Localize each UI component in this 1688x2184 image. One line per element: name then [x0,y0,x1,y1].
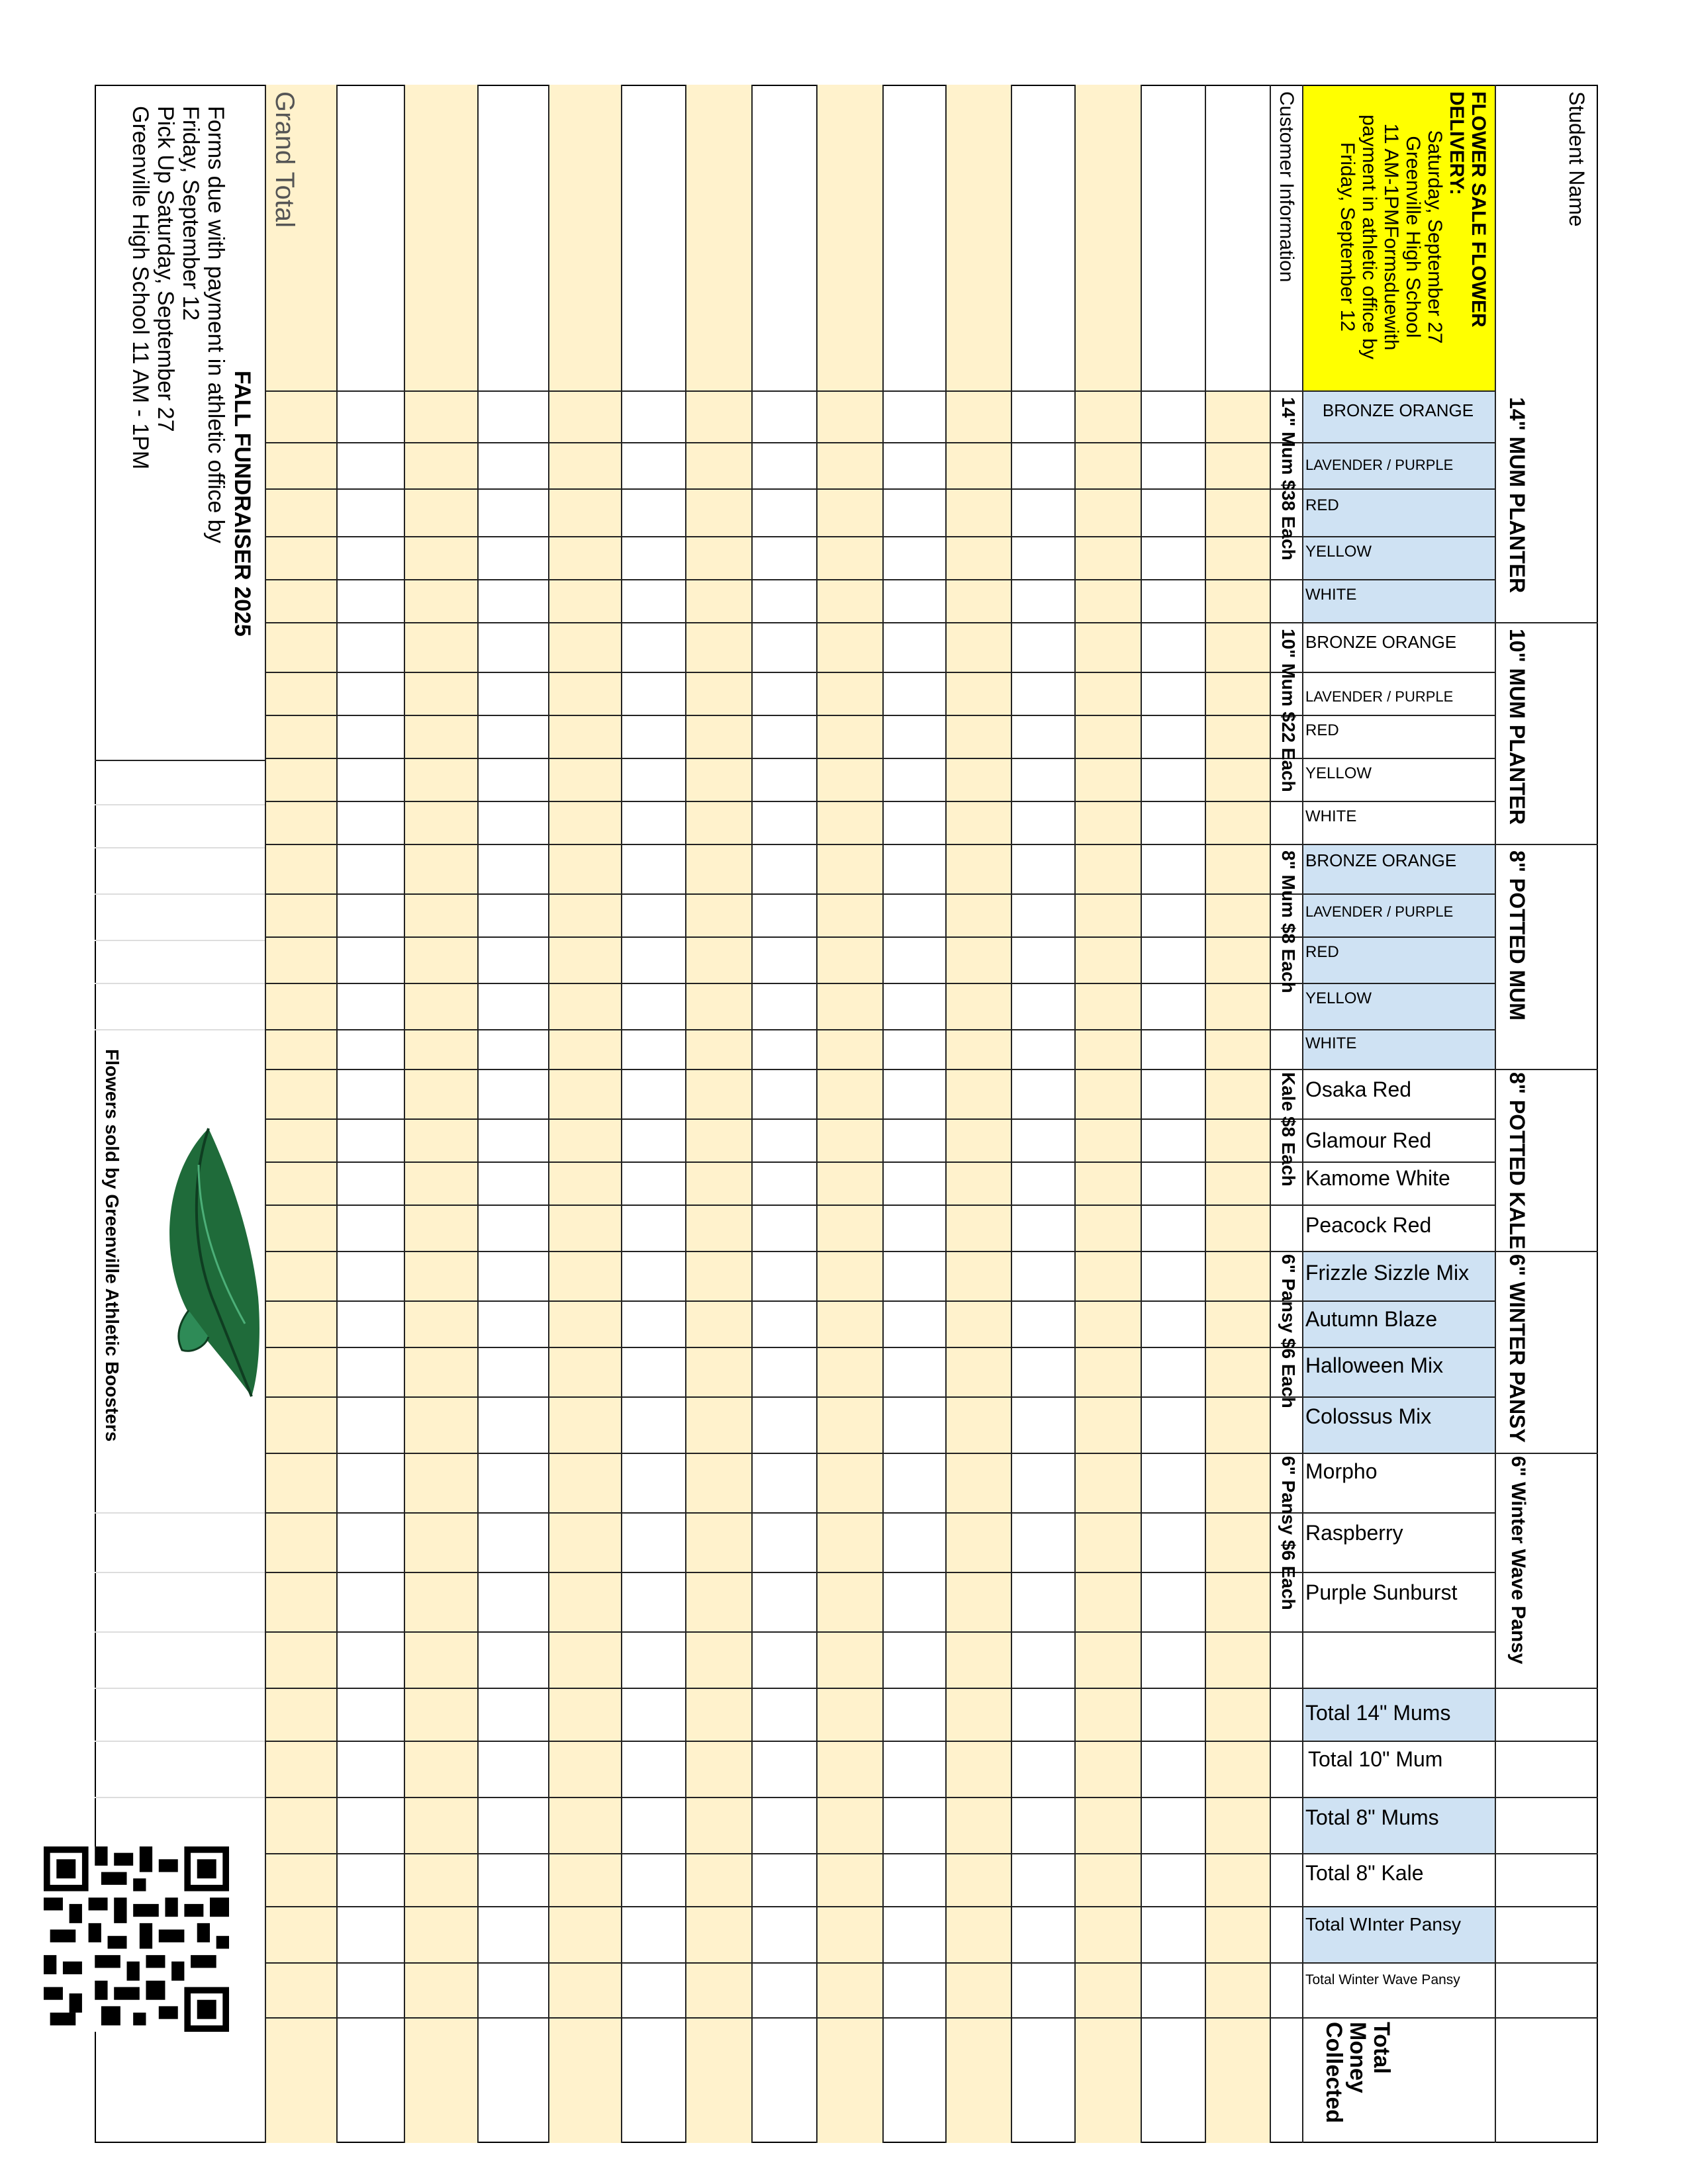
customer-row-band [685,85,751,2143]
price-pansy: 6" Pansy $6 Each [1278,1254,1299,1408]
section-title-10-mum: 10" MUM PLANTER [1505,629,1529,825]
delivery-line: Friday, September 12 [1336,142,1358,332]
section-title-wave-pansy: 6" Winter Wave Pansy [1507,1456,1529,1664]
greenville-logo-icon [152,1125,265,1403]
total-winter-wave-pansy: Total Winter Wave Pansy [1305,1972,1460,1987]
option-10-lavender: LAVENDER / PURPLE [1305,688,1454,705]
section-title-14-mum: 14" MUM PLANTER [1505,397,1529,594]
option-14-yellow: YELLOW [1305,543,1372,561]
sold-by-text: Flowers sold by Greenville Athletic Boosters [102,1049,122,1442]
section-title-8-mum: 8" POTTED MUM [1505,850,1529,1021]
option-kale-osaka: Osaka Red [1305,1077,1412,1101]
delivery-line: Saturday, September 27 [1424,130,1446,344]
option-8-lavender: LAVENDER / PURPLE [1305,903,1454,920]
option-kale-peacock: Peacock Red [1305,1213,1432,1237]
section-title-pansy: 6" WINTER PANSY [1505,1254,1529,1443]
customer-info-label: Customer Information [1276,91,1297,283]
delivery-line: 11 AM-1PMFormsduewith [1380,123,1402,351]
delivery-info [1336,91,1489,383]
fundraiser-details [128,106,228,543]
price-kale: Kale $8 Each [1278,1072,1299,1187]
section-title-kale: 8" POTTED KALE [1505,1072,1529,1250]
price-wave-pansy: 6" Pansy $6 Each [1278,1456,1299,1610]
customer-row-band [404,85,477,2143]
price-8-mum: 8" Mum $8 Each [1278,850,1299,993]
option-14-red: RED [1305,496,1339,514]
option-pansy-frizzle: Frizzle Sizzle Mix [1305,1261,1470,1285]
delivery-title: FLOWER SALE FLOWER DELIVERY: [1446,91,1489,328]
option-10-yellow: YELLOW [1305,764,1372,782]
option-pansy-autumn: Autumn Blaze [1305,1307,1438,1331]
total-money-collected: Total Money Collected [1321,2022,1394,2124]
price-10-mum: 10" Mum $22 Each [1278,629,1299,792]
option-8-bronze: BRONZE ORANGE [1305,850,1457,870]
grand-total-band [265,85,336,2143]
option-wave-purple-sunburst: Purple Sunburst [1305,1580,1458,1604]
total-10-mum: Total 10" Mum [1308,1747,1443,1771]
customer-row-band [945,85,1011,2143]
price-14-mum: 14" Mum $38 Each [1278,397,1299,561]
total-14-mums: Total 14" Mums [1305,1701,1451,1725]
total-winter-pansy: Total WInter Pansy [1305,1914,1461,1934]
option-kale-kamome: Kamome White [1305,1166,1450,1190]
fundraiser-line: Friday, September 12 [178,106,203,321]
fundraiser-line: Forms due with payment in athletic office by [203,106,228,543]
option-8-red: RED [1305,943,1339,961]
customer-row-band [1205,390,1270,2143]
customer-row-band [548,85,621,2143]
fundraiser-line: Greenville High School 11 AM - 1PM [128,106,153,470]
option-14-white: WHITE [1305,586,1357,604]
option-8-yellow: YELLOW [1305,989,1372,1007]
qr-code-icon [44,1846,229,2032]
option-wave-raspberry: Raspberry [1305,1521,1403,1545]
fundraiser-title: FALL FUNDRAISER 2025 [230,371,255,637]
option-14-bronze: BRONZE ORANGE [1322,400,1474,420]
grand-total-label: Grand Total [270,91,299,228]
customer-row-band [1074,85,1141,2143]
customer-row-band [816,85,882,2143]
option-10-bronze: BRONZE ORANGE [1305,632,1457,652]
option-8-white: WHITE [1305,1034,1357,1052]
delivery-line: payment in athletic office by [1358,114,1380,359]
student-name-label: Student Name [1565,91,1589,227]
option-kale-glamour: Glamour Red [1305,1128,1432,1152]
fundraiser-line: Pick Up Saturday, September 27 [153,106,178,432]
option-pansy-halloween: Halloween Mix [1305,1353,1444,1377]
option-10-white: WHITE [1305,807,1357,825]
total-8-kale: Total 8" Kale [1305,1861,1424,1885]
option-10-red: RED [1305,721,1339,739]
option-wave-morpho: Morpho [1305,1459,1378,1483]
delivery-line: Greenville High School [1402,136,1424,338]
total-8-mums: Total 8" Mums [1305,1805,1439,1829]
option-pansy-colossus: Colossus Mix [1305,1404,1432,1428]
option-14-lavender: LAVENDER / PURPLE [1305,457,1454,473]
